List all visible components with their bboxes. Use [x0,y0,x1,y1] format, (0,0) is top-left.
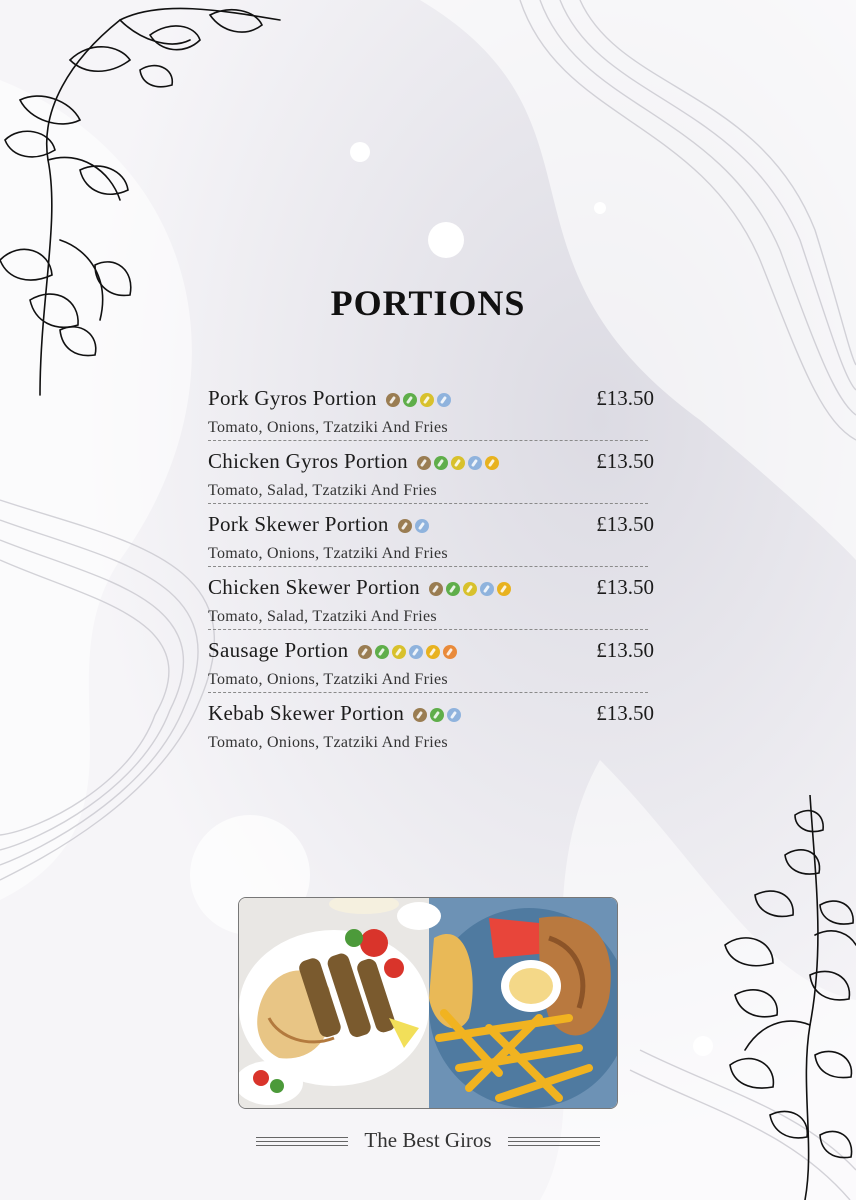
divider [208,503,648,504]
floral-decoration-top-left [0,0,300,400]
celery-allergen-icon [403,393,417,407]
menu-item [208,697,654,760]
footer-tagline [256,1126,600,1156]
gluten-allergen-icon [386,393,400,407]
gluten-allergen-icon [398,519,412,533]
allergen-icons [358,641,460,660]
egg-allergen-icon [497,582,511,596]
item-description: Tomato, Salad, Tzatziki And Fries [208,608,437,625]
allergen-icons [413,704,464,723]
divider [208,629,648,630]
divider [208,692,648,693]
mustard-allergen-icon [392,645,406,659]
item-name: Pork Skewer Portion [208,512,389,536]
menu-item [208,445,654,508]
allergen-icons [398,515,432,534]
milk-allergen-icon [468,456,482,470]
gluten-allergen-icon [413,708,427,722]
item-price: £13.50 [596,512,654,536]
menu-item [208,382,654,445]
item-name: Sausage Portion [208,638,349,662]
egg-allergen-icon [426,645,440,659]
allergen-icons [386,389,454,408]
item-name: Chicken Gyros Portion [208,449,408,473]
item-description: Tomato, Onions, Tzatziki And Fries [208,419,448,436]
gluten-allergen-icon [417,456,431,470]
item-name: Kebab Skewer Portion [208,701,405,725]
mustard-allergen-icon [451,456,465,470]
milk-allergen-icon [409,645,423,659]
item-description: Tomato, Salad, Tzatziki And Fries [208,482,437,499]
page-title: PORTIONS [330,283,526,323]
celery-allergen-icon [375,645,389,659]
food-photo [238,897,618,1109]
allergen-icons [417,452,502,471]
divider [208,440,648,441]
menu-item [208,634,654,697]
celery-allergen-icon [430,708,444,722]
food-photo-illustration [239,898,617,1108]
item-price: £13.50 [596,575,654,599]
footer-rule-left [256,1137,348,1149]
item-name: Chicken Skewer Portion [208,575,420,599]
milk-allergen-icon [480,582,494,596]
crustacean-allergen-icon [443,645,457,659]
floral-decoration-bottom-right [715,795,856,1200]
item-name: Pork Gyros Portion [208,386,377,410]
milk-allergen-icon [437,393,451,407]
celery-allergen-icon [446,582,460,596]
item-price: £13.50 [596,701,654,725]
item-description: Tomato, Onions, Tzatziki And Fries [208,545,448,562]
allergen-icons [429,578,514,597]
item-price: £13.50 [596,386,654,410]
menu-item [208,571,654,634]
mustard-allergen-icon [463,582,477,596]
item-description: Tomato, Onions, Tzatziki And Fries [208,671,448,688]
item-price: £13.50 [596,449,654,473]
milk-allergen-icon [415,519,429,533]
item-description: Tomato, Onions, Tzatziki And Fries [208,734,448,751]
item-price: £13.50 [596,638,654,662]
celery-allergen-icon [434,456,448,470]
mustard-allergen-icon [420,393,434,407]
egg-allergen-icon [485,456,499,470]
menu-list [208,382,654,760]
footer-text: The Best Giros [364,1128,492,1152]
divider [208,566,648,567]
menu-item [208,508,654,571]
footer-rule-right [508,1137,600,1149]
gluten-allergen-icon [358,645,372,659]
gluten-allergen-icon [429,582,443,596]
milk-allergen-icon [447,708,461,722]
